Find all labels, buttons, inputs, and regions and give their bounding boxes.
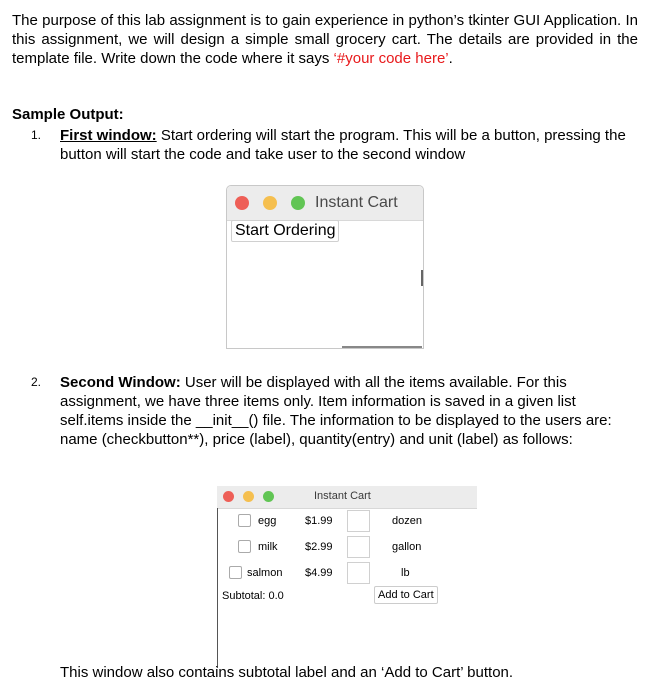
zoom-dot-icon[interactable] [291, 196, 305, 210]
zoom-dot-icon[interactable] [263, 491, 274, 502]
window-left-edge [217, 508, 218, 668]
quantity-entry[interactable] [347, 510, 370, 532]
milk-checkbutton[interactable] [238, 540, 251, 553]
window-titlebar [217, 486, 477, 509]
list-item-second-window [31, 373, 626, 449]
item-price: $4.99 [305, 567, 333, 579]
intro-paragraph [12, 11, 638, 68]
window-titlebar [227, 186, 423, 221]
item-row-salmon [217, 561, 477, 583]
intro-text: The purpose of this lab assignment is to gain experience in python’s tkinter GUI Application. In this assignment, we will design a simple small grocery cart. The details are provided in the template file. Write down the code where it says [12, 12, 638, 67]
item-price: $1.99 [305, 515, 333, 527]
item-unit: dozen [392, 515, 422, 527]
first-window-screenshot [226, 185, 424, 349]
item-text: User will be displayed with all the items available. For this assignment, we have three items only. Item information is saved in a given list self.items inside the __init__() file. The information to be displayed to the users are: name (checkbutton**), price (label), quantity(entry) and unit (label) as follows: [60, 374, 612, 448]
egg-checkbutton[interactable] [238, 514, 251, 527]
item-name: milk [258, 541, 278, 553]
item-number: 1. [31, 128, 42, 142]
item-row-milk [217, 535, 477, 557]
intro-end: . [448, 50, 453, 67]
item-title: Second Window: [60, 374, 181, 391]
item-unit: lb [401, 567, 410, 579]
quantity-entry[interactable] [347, 536, 370, 558]
minimize-dot-icon[interactable] [243, 491, 254, 502]
item-title: First window: [60, 127, 157, 144]
code-marker: ‘#your code here’ [333, 50, 449, 67]
window-title: Instant Cart [315, 194, 398, 211]
minimize-dot-icon[interactable] [263, 196, 277, 210]
list-item-first-window [31, 126, 626, 164]
second-window-screenshot [217, 486, 477, 668]
subtotal-label: Subtotal: 0.0 [222, 590, 284, 602]
window-edge-mark [421, 270, 423, 286]
footer-text: This window also contains subtotal label and an ‘Add to Cart’ button. [60, 664, 514, 681]
item-price: $2.99 [305, 541, 333, 553]
sample-heading: Sample Output: [12, 106, 124, 123]
item-text: Start ordering will start the program. This will be a button, pressing the button will start the code and take user to the second window [60, 127, 626, 163]
close-dot-icon[interactable] [235, 196, 249, 210]
start-ordering-button[interactable]: Start Ordering [231, 220, 339, 242]
item-unit: gallon [392, 541, 422, 553]
salmon-checkbutton[interactable] [229, 566, 242, 579]
item-name: salmon [247, 567, 283, 579]
item-name: egg [258, 515, 277, 527]
close-dot-icon[interactable] [223, 491, 234, 502]
item-row-egg [217, 509, 477, 531]
item-number: 2. [31, 375, 42, 389]
window-title: Instant Cart [314, 490, 371, 502]
quantity-entry[interactable] [347, 562, 370, 584]
window-bottom-edge [342, 346, 422, 348]
add-to-cart-button[interactable]: Add to Cart [374, 586, 438, 604]
